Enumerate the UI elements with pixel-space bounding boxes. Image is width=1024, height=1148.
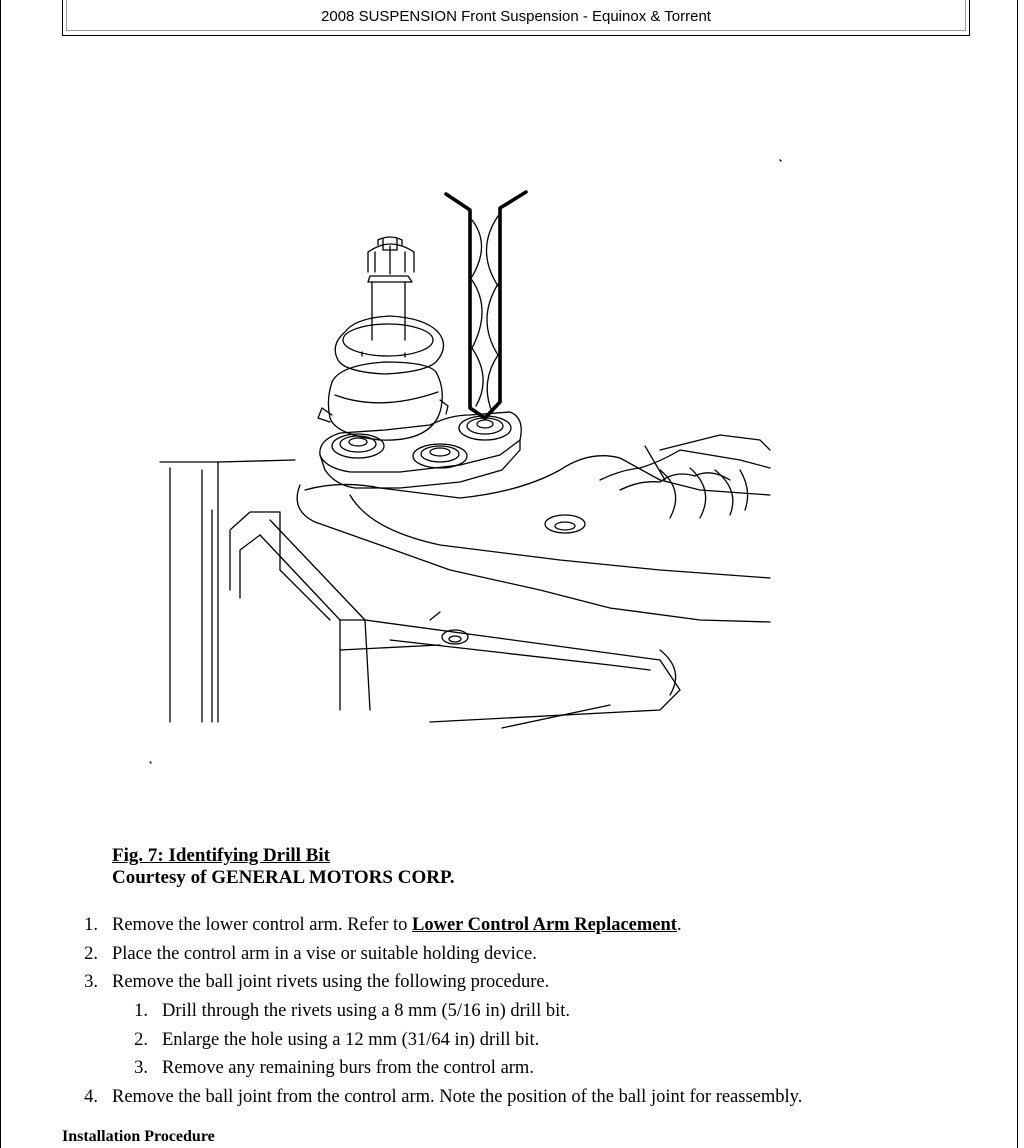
step-2: [62, 941, 962, 970]
step-number: 4.: [84, 1087, 98, 1108]
substep-text: Drill through the rivets using a 8 mm (5/16 in) drill bit.: [162, 1001, 570, 1022]
substep-3-1: [62, 998, 962, 1027]
substep-number: 1.: [134, 1001, 148, 1022]
step-number: 1.: [84, 915, 98, 935]
step-3: [62, 969, 962, 998]
step-number: 2.: [84, 943, 98, 964]
substep-text: Remove any remaining burs from the control arm.: [162, 1058, 534, 1079]
procedure-steps: [62, 912, 962, 1113]
lower-control-arm-replacement-link[interactable]: Lower Control Arm Replacement: [412, 915, 677, 935]
step-text: [112, 912, 682, 938]
header-title: 2008 SUSPENSION Front Suspension - Equinox & Torrent: [66, 0, 966, 31]
substep-text: Enlarge the hole using a 12 mm (31/64 in) drill bit.: [162, 1029, 540, 1050]
step-text-before: Remove the lower control arm. Refer to: [112, 915, 413, 935]
substep-number: 2.: [134, 1029, 148, 1050]
page-header: [62, 0, 970, 36]
figure-caption: [112, 845, 455, 889]
drill-bit-illustration: [140, 150, 800, 780]
step-text: Remove the ball joint from the control arm. Note the position of the ball joint for reassembly.: [112, 1087, 803, 1108]
step-text-after: .: [676, 915, 682, 935]
drill-bit-figure: [140, 150, 800, 780]
step-number: 3.: [84, 972, 98, 993]
step-4: [62, 1084, 962, 1113]
substep-number: 3.: [134, 1058, 148, 1079]
substep-3-2: [62, 1027, 962, 1056]
step-1: [62, 912, 962, 941]
figure-caption-courtesy: Courtesy of GENERAL MOTORS CORP.: [112, 867, 455, 888]
substep-3-3: [62, 1055, 962, 1084]
section-heading: Installation Procedure: [62, 1128, 215, 1145]
figure-caption-title: Fig. 7: Identifying Drill Bit: [112, 845, 330, 866]
step-text: Remove the ball joint rivets using the following procedure.: [112, 972, 550, 993]
step-text: Place the control arm in a vise or suitable holding device.: [112, 943, 537, 964]
